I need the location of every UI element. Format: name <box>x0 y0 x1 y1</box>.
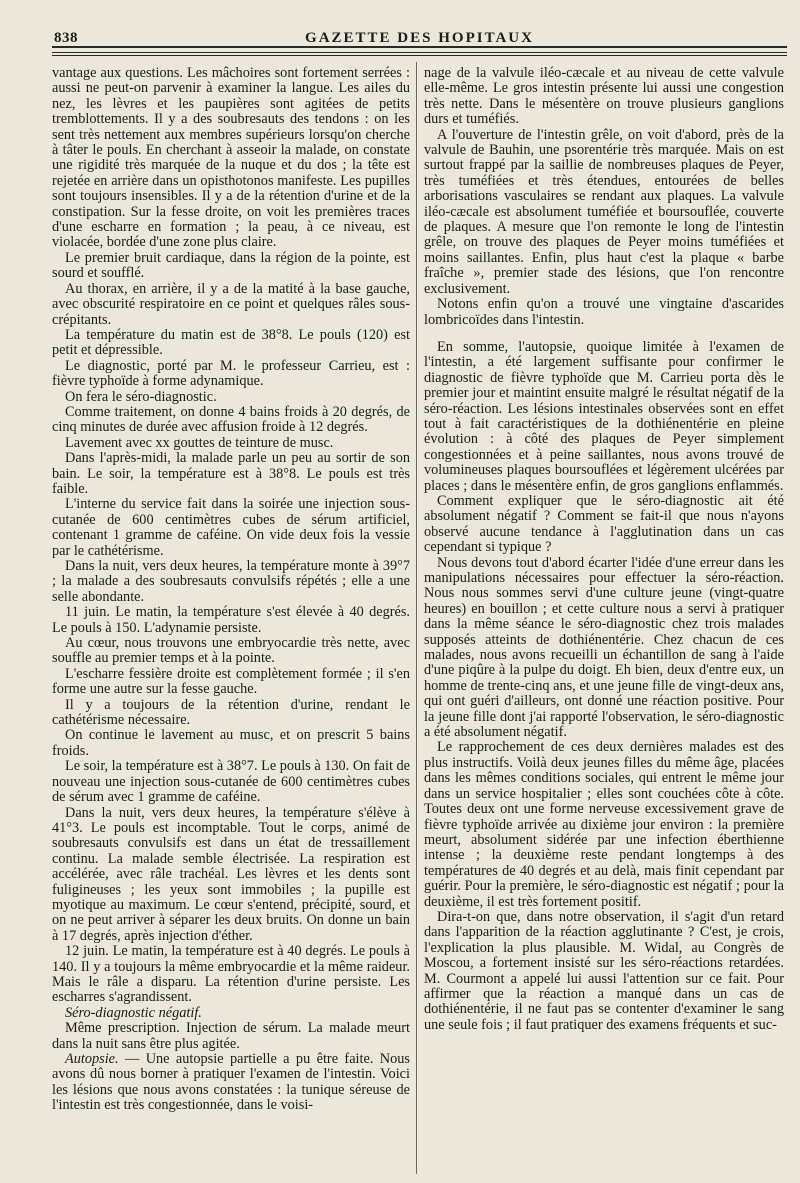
column-divider <box>416 62 417 1174</box>
paragraph: Le diagnostic, porté par M. le professeur Carrieu, est : fièvre typhoïde à forme adynamique. <box>52 357 410 390</box>
paragraph: Le soir, la température est à 38°7. Le pouls à 130. On fait de nouveau une injection sous-cutanée de 600 centimètres cubes de sérum avec 1 gramme de caféine. <box>52 758 410 806</box>
left-column <box>52 66 410 1114</box>
paragraph: Au cœur, nous trouvons une embryocardie très nette, avec souffle au premier temps et à la pointe. <box>52 635 410 667</box>
paragraph: Nous devons tout d'abord écarter l'idée d'une erreur dans les manipulations nécessaires pour effectuer la séro-réaction. Nous nous sommes servi d'une culture jeune (vingt-quatre heures) en bouillon ; et cette culture nous a servi à pratiquer dans la même séance le séro-diagnostic chez trois malades supposés atteints de dothiénentérie. Chez chacun de ces malades, nous avons recueilli un échantillon de sang à l'aide d'une piqûre à la pulpe du doigt. Eh bien, deux d'entre eux, un homme de trente-cinq ans, et une jeune fille de vingt-deux ans, qui ont guéri d'ailleurs, ont donné une réaction positive. Pour la jeune fille dont j'ai rapporté l'observation, le séro-diagnostic a été absolument négatif. <box>424 554 784 741</box>
paragraph: 12 juin. Le matin, la température est à 40 degrés. Le pouls à 140. Il y a toujours la même embryocardie et la même raideur. Mais le râle a disparu. La rétention d'urine persiste. Les escharres s'agrandissent. <box>52 943 410 1006</box>
header-rule-thin <box>52 52 787 53</box>
paragraph: L'interne du service fait dans la soirée une injection sous-cutanée de 600 centimètres cubes de sérum artificiel, contenant 1 gramme de caféine. On vide deux fois la vessie par le cathétérisme. <box>52 496 410 559</box>
paragraph: 11 juin. Le matin, la température s'est élevée à 40 degrés. Le pouls à 150. L'adynamie persiste. <box>52 604 410 636</box>
paragraph: Notons enfin qu'on a trouvé une vingtaine d'ascarides lombricoïdes dans l'intestin. <box>424 296 784 328</box>
paragraph: Lavement avec xx gouttes de teinture de musc. <box>65 434 334 451</box>
paragraph: Même prescription. Injection de sérum. La malade meurt dans la nuit sans être plus agitée. <box>52 1020 410 1052</box>
paragraph: nage de la valvule iléo-cæcale et au niveau de cette valvule elle-même. Le gros intestin présente lui aussi une congestion très nette. Dans le mésentère on trouve plusieurs ganglions durs et tuméfiés. <box>424 65 784 128</box>
paragraph: A l'ouverture de l'intestin grêle, on voit d'abord, près de la valvule de Bauhin, une psorentérie très marquée. Mais on est surtout frappé par la saillie de nombreuses plaques de Peyer, très tuméfiées et très étendues, entourées de belles arborisations vasculaires se rendant aux plaques. La valvule iléo-cæcale est absolument tuméfiée et boursouflée, couverte de plaques. A mesure que l'on remonte le long de l'intestin grêle, on trouve des plaques de Peyer moins tuméfiées et moins saillantes. Enfin, plus haut c'est la plaque « barbe fraîche », premier stade des lésions, que l'on rencontre exclusivement. <box>424 126 784 297</box>
paragraph-italic <box>52 1006 410 1021</box>
page-number: 838 <box>54 30 78 46</box>
paragraph: Il y a toujours de la rétention d'urine, rendant le cathétérisme nécessaire. <box>52 696 410 729</box>
paragraph-autopsy <box>52 1052 410 1114</box>
paragraph: Dans la nuit, vers deux heures, la température monte à 39°7 ; la malade a des soubresauts convulsifs répétés ; elle a une selle abondante. <box>52 558 410 605</box>
paragraph: Au thorax, en arrière, il y a de la matité à la base gauche, avec obscurité respiratoire en ce point et quelques râles sous-crépitants. <box>52 280 410 328</box>
header-rule-thin-lower <box>52 55 787 56</box>
paragraph: La température du matin est de 38°8. Le pouls (120) est petit et dépressible. <box>52 326 410 359</box>
paragraph: L'escharre fessière droite est complètement formée ; il s'en forme une autre sur la fesse gauche. <box>52 665 410 698</box>
paragraph: Dans la nuit, vers deux heures, la température s'élève à 41°3. Le pouls est incomptable. Tout le corps, animé de soubresauts convulsifs est dans un état de tressaillement continu. La malade semble électrisée. La respiration est accélérée, avec râle trachéal. Les lèvres et les dents sont fuligineuses ; les yeux sont immobiles ; la pupille est myotique au maximum. Le cœur s'entend, précipité, sourd, et on ne peut arriver à séparer les deux bruits. On donne un bain à 17 degrés, après injection d'éther. <box>52 804 410 944</box>
paragraph: vantage aux questions. Les mâchoires sont fortement serrées : aussi ne peut-on parvenir à examiner la langue. Les ailes du nez, les lèvres et les paupières sont agitées de petits tremblottements. Il y a des soubresauts des tendons : on les sent très nettement aux membres supérieurs lorsqu'on cherche à tâter le pouls. En cherchant à asseoir la malade, on constate une rigidité très marquée de la nuque et du dos ; la tête est rejetée en arrière dans un opisthotonos manifeste. Les pupilles sont toujours insensibles. Il y a de la rétention d'urine et de la constipation. Sur la fesse droite, on voit les premières traces d'une escharre en formation ; la peau, à ce niveau, est violacée, bordée d'une zone plus claire. <box>52 65 410 251</box>
section-text: — Une autopsie partielle a pu être faite. Nous avons dû nous borner à pratiquer l'examen de l'intestin. Voici les lésions que nous avons constatées : la tunique séreuse de l'intestin est très congestionnée, dans le voisi- <box>52 1051 410 1114</box>
paragraph: Dira-t-on que, dans notre observation, il s'agit d'un retard dans l'apparition de la réaction agglutinante ? C'est, je crois, l'explication la plus plausible. M. Widal, au Congrès de Moscou, a fortement insisté sur les séro-réactions retardées. M. Courmont a appelé lui aussi l'attention sur ce fait. Pour affirmer que la réaction a manqué dans un cas de dothiénentérie, il ne faut pas se contenter d'examiner le sang une seule fois ; il faut pratiquer des examens fréquents et suc- <box>424 908 784 1033</box>
paragraph: On continue le lavement au musc, et on prescrit 5 bains froids. <box>52 727 410 759</box>
paragraph: Le rapprochement de ces deux dernières malades est des plus instructifs. Voilà deux jeunes filles du même âge, placées dans les mêmes conditions sociales, qui entrent le même jour dans un service hospitalier ; elles sont couchées côte à côte. Toutes deux ont une forme nerveuse excessivement grave de fièvre typhoïde arrivée au dixième jour environ : la première meurt, absolument sidérée par une infection éberthienne intense ; la deuxième reste pendant longtemps à des températures de 40 degrés et au delà, mais finit cependant par guérir. Pour la première, le séro-diagnostic est négatif ; pour la deuxième, il est très fortement positif. <box>424 739 784 910</box>
paragraph: On fera le séro-diagnostic. <box>65 388 217 405</box>
paragraph: En somme, l'autopsie, quoique limitée à l'examen de l'intestin, a été largement suffisante pour confirmer le diagnostic de fièvre typhoïde que M. Carrieu porta dès le premier jour et maintint ensuite malgré le résultat négatif de la séro-réaction. Les lésions intestinales observées sont en effet tout à fait caractéristiques de la dothiénentérie en pleine évolution : à côté des plaques de Peyer simplement congestionnées et à peine saillantes, nous avons trouvé de volumineuses plaques boursouflées et légèrement ulcérées par places ; dans le mésentère enfin, de gros ganglions enflammés. <box>424 338 784 494</box>
header-rule-thick <box>52 46 787 48</box>
paragraph: Dans l'après-midi, la malade parle un peu au sortir de son bain. Le soir, la température est à 38°8. Le pouls est très faible. <box>52 450 410 497</box>
journal-title: GAZETTE DES HOPITAUX <box>305 30 534 46</box>
paragraph: Comment expliquer que le séro-diagnostic ait été absolument négatif ? Comment se fait-il que nous n'ayons observé aucune tendance à l'agglutination dans un cas cependant si typique ? <box>424 492 784 556</box>
paragraph: Comme traitement, on donne 4 bains froids à 20 degrés, de cinq minutes de durée avec affusion froide à 12 degrés. <box>52 403 410 436</box>
italic-note: Séro-diagnostic négatif. <box>65 1004 202 1021</box>
paragraph: Le premier bruit cardiaque, dans la région de la pointe, est sourd et soufflé. <box>52 249 410 282</box>
section-lead: Autopsie. <box>65 1051 119 1067</box>
right-column <box>424 66 784 1033</box>
